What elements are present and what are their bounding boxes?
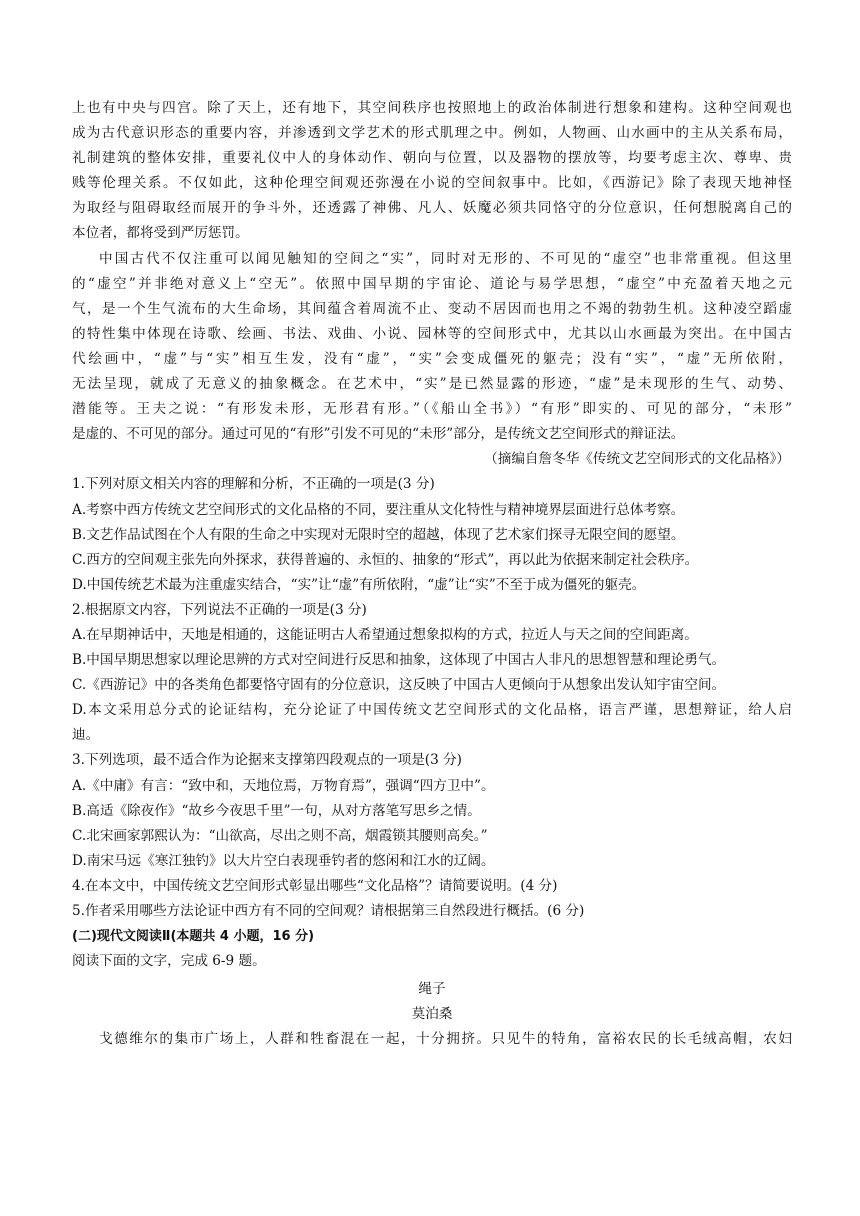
story-first-line: 戈德维尔的集市广场上，人群和牲畜混在一起，十分拥挤。只见牛的特角，富裕农民的长毛绒高帽，农妇 bbox=[99, 1031, 792, 1048]
section-instruction: 阅读下面的文字，完成 6-9 题。 bbox=[72, 953, 266, 970]
text-line: 上也有中央与四宫。除了天上，还有地下，其空间秩序也按照地上的政治体制进行想象和建构。这种空间观也 bbox=[72, 100, 792, 116]
text-line: 贱等伦理关系。不仅如此，这种伦理空间观还弥漫在小说的空间叙事中。比如，《西游记》除了表现天地神怪 bbox=[72, 175, 792, 192]
option-a: A.在早期神话中，天地是相通的，这能证明古人希望通过想象拟构的方式，拉近人与天之间的空间距离。 bbox=[72, 626, 698, 643]
option-d: D.本文采用总分式的论证结构，充分论证了中国传统文艺空间形式的文化品格，语言严谨，思想辩证，给人启 bbox=[72, 702, 792, 719]
paragraph-spatial-order bbox=[72, 96, 792, 247]
question-stem: 3.下列选项，最不适合作为论据来支撑第四段观点的一项是(3 分) bbox=[72, 752, 462, 769]
document-page bbox=[72, 96, 792, 1053]
text-line: 的“虚空”并非绝对意义上“空无”。依照中国早期的宇宙论、道论与易学思想，“虚空”中充盈着天地之元 bbox=[72, 275, 792, 292]
story-title: 绳子 bbox=[418, 981, 446, 998]
text-line: 的特性集中体现在诗歌、绘画、书法、戏曲、小说、园林等的空间形式中，尤其以山水画最为突出。在中国古 bbox=[72, 325, 792, 342]
option-b: B.高适《除夜作》“故乡今夜思千里”一句，从对方落笔写思乡之情。 bbox=[72, 802, 481, 819]
option-d: D.中国传统艺术最为注重虚实结合，“实”让“虚”有所依附，“虚”让“实”不至于成为僵死的躯壳。 bbox=[72, 576, 646, 593]
text-line: 代绘画中，“虚”与“实”相互生发，没有“虚”，“实”会变成僵死的躯壳；没有“实”，“虚”无所依附， bbox=[72, 350, 792, 367]
option-c: C.《西游记》中的各类角色都要恪守固有的分位意识，这反映了中国古人更倾向于从想象出发认知宇宙空间。 bbox=[72, 677, 726, 694]
text-line: 为取经与阻碍取经而展开的争斗外，还透露了神佛、凡人、妖魔必须共同恪守的分位意识，任何想脱离自己的 bbox=[72, 200, 792, 217]
option-c: C.西方的空间观主张先向外探求，获得普遍的、永恒的、抽象的“形式”，再以此为依据来制定社会秩序。 bbox=[72, 551, 699, 568]
option-a: A.《中庸》有言：“致中和，天地位焉，万物育焉”，强调“四方卫中”。 bbox=[72, 777, 495, 794]
option-c: C.北宋画家郭熙认为：“山欲高，尽出之则不高，烟霞锁其腰则高矣。” bbox=[72, 827, 488, 844]
text-line: 礼制建筑的整体安排，重要礼仪中人的身体动作、朝向与位置，以及器物的摆放等，均要考虑主次、尊卑、贵 bbox=[72, 150, 792, 167]
question-2 bbox=[72, 598, 792, 749]
text-line: 成为古代意识形态的重要内容，并渗透到文学艺术的形式肌理之中。例如，人物画、山水画中的主从关系布局， bbox=[72, 125, 792, 142]
option-d-continued: 迪。 bbox=[72, 727, 100, 744]
text-line: 本位者，都将受到严厉惩罚。 bbox=[72, 225, 249, 242]
option-b: B.文艺作品试图在个人有限的生命之中实现对无限时空的超越，体现了艺术家们探寻无限空间的愿望。 bbox=[72, 526, 685, 543]
text-line: 是虚的、不可见的部分。通过可见的“有形”引发不可见的“未形”部分，是传统文艺空间形式的辩证法。 bbox=[72, 426, 685, 443]
option-a: A.考察中西方传统文艺空间形式的文化品格的不同，要注重从文化特性与精神境界层面进行总体考察。 bbox=[72, 501, 685, 518]
option-d: D.南宋马远《寒江独钓》以大片空白表现垂钓者的悠闲和江水的辽阔。 bbox=[72, 852, 495, 869]
option-b: B.中国早期思想家以理论思辨的方式对空间进行反思和抽象，这体现了中国古人非凡的思想智慧和理论勇气。 bbox=[72, 652, 726, 669]
text-line: 气，是一个生气流布的大生命场，其间蕴含着周流不止、变动不居因而也用之不竭的勃勃生机。这种凌空蹈虚 bbox=[72, 300, 792, 317]
question-stem: 1.下列对原文相关内容的理解和分析，不正确的一项是(3 分) bbox=[72, 476, 435, 493]
paragraph-void-and-solid bbox=[72, 247, 792, 448]
section-heading: (二)现代文阅读Ⅱ(本题共 4 小题，16 分) bbox=[72, 929, 315, 945]
question-5: 5.作者采用哪些方法论证中西方有不同的空间观？请根据第三自然段进行概括。(6 分) bbox=[72, 903, 585, 919]
question-1 bbox=[72, 472, 792, 597]
story-author: 莫泊桑 bbox=[411, 1006, 453, 1023]
question-3 bbox=[72, 748, 792, 873]
source-citation: （摘编自詹冬华《传统文艺空间形式的文化品格》） bbox=[484, 451, 790, 468]
question-4: 4.在本文中，中国传统文艺空间形式彰显出哪些“文化品格”？请简要说明。(4 分) bbox=[72, 877, 558, 894]
text-line: 中国古代不仅注重可以闻见触知的空间之“实”，同时对无形的、不可见的“虚空”也非常重视。但这里 bbox=[99, 250, 792, 267]
text-line: 潜能等。王夫之说：“有形发未形，无形君有形。”（《船山全书》）“有形”即实的、可见的部分，“未形” bbox=[72, 401, 792, 418]
question-stem: 2.根据原文内容，下列说法不正确的一项是(3 分) bbox=[72, 601, 367, 618]
text-line: 无法呈现，就成了无意义的抽象概念。在艺术中，“实”是已然显露的形迹，“虚”是未现形的生气、动势、 bbox=[72, 376, 792, 393]
